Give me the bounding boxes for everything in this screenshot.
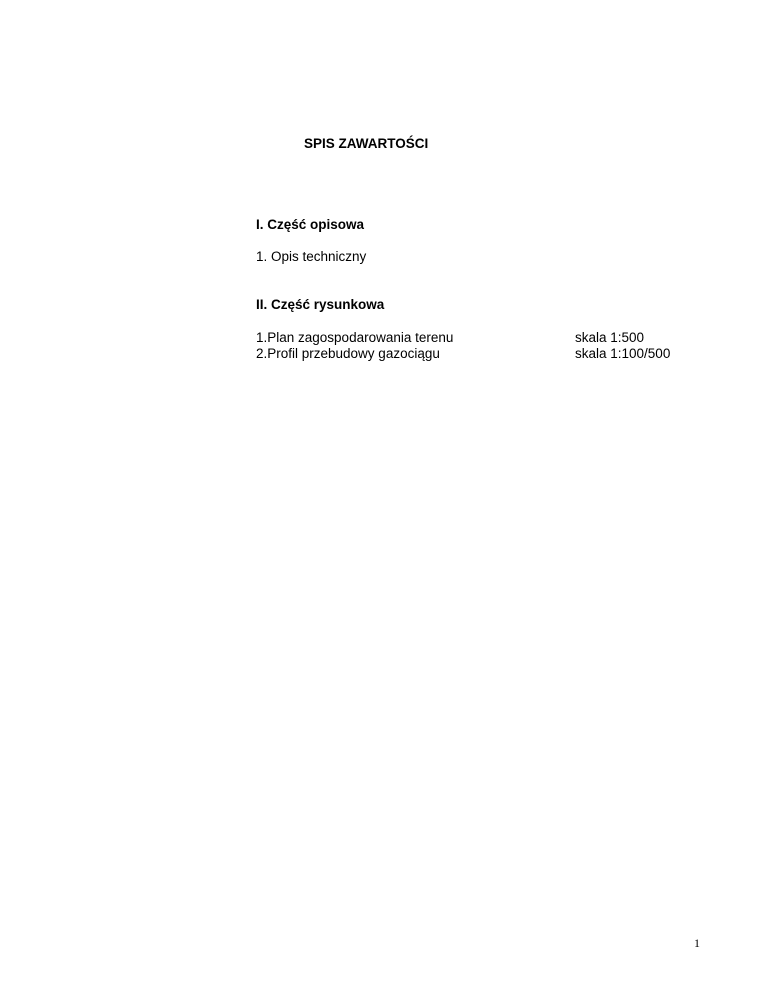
page-number: 1 <box>694 936 700 950</box>
list-item-gas-pipeline-profile: 2.Profil przebudowy gazociągu <box>256 346 440 361</box>
list-item-site-plan-scale: skala 1:500 <box>575 330 645 345</box>
list-item-technical-description: 1. Opis techniczny <box>256 249 367 264</box>
section-heading-descriptive: I. Część opisowa <box>256 217 365 232</box>
document-title: SPIS ZAWARTOŚCI <box>304 136 429 151</box>
list-item-site-plan: 1.Plan zagospodarowania terenu <box>256 330 454 345</box>
section-heading-drawings: II. Część rysunkowa <box>256 297 385 312</box>
list-item-gas-pipeline-profile-scale: skala 1:100/500 <box>575 346 671 361</box>
